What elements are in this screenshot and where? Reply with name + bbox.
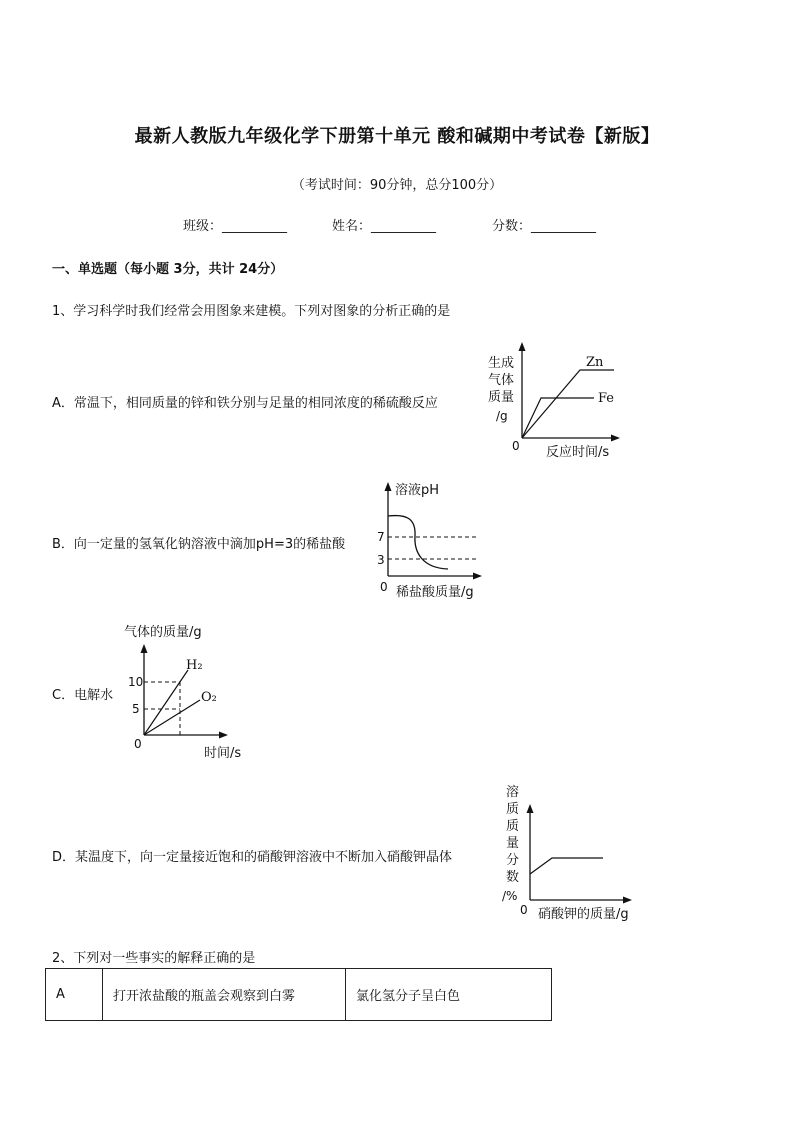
name-field[interactable]: 姓名：__________: [332, 219, 437, 234]
h2-line: [144, 670, 188, 735]
o2-label: O₂: [201, 690, 217, 705]
row-option: A: [46, 969, 103, 1021]
option-a-text: A．常温下，相同质量的锌和铁分别与足量的相同浓度的稀硫酸反应: [52, 396, 438, 411]
section-heading: 一、单选题（每小题 3分，共计 24分）: [52, 262, 284, 277]
zn-label: Zn: [586, 355, 604, 370]
graph-b: [370, 478, 490, 603]
option-c-text: C．电解水: [52, 688, 114, 703]
row-fact: 打开浓盐酸的瓶盖会观察到白雾: [103, 969, 346, 1021]
graph-a-ylabel-4: /g: [496, 409, 508, 423]
graph-d-ylabel-3: 质: [506, 819, 520, 834]
graph-d-ylabel-7: /%: [502, 889, 518, 903]
row-explanation: 氯化氢分子呈白色: [346, 969, 552, 1021]
graph-b-origin: 0: [380, 580, 388, 594]
graph-d-xlabel: 硝酸钾的质量/g: [538, 907, 629, 922]
graph-a-ylabel-3: 质量: [488, 390, 515, 405]
class-field[interactable]: 班级：__________: [183, 219, 288, 234]
page-title: 最新人教版九年级化学下册第十单元 酸和碱期中考试卷【新版】: [134, 126, 660, 147]
graph-a: [480, 340, 630, 462]
score-field[interactable]: 分数：__________: [492, 219, 597, 234]
graph-a-ylabel-1: 生成: [488, 356, 515, 371]
graph-a-origin: 0: [512, 439, 520, 453]
graph-d-ylabel-5: 分: [506, 853, 520, 868]
facts-table: [45, 968, 552, 1021]
ph-curve: [388, 516, 448, 569]
graph-b-tick-7: 7: [377, 530, 385, 544]
graph-d-ylabel-2: 质: [506, 802, 520, 817]
graph-c: [118, 620, 258, 765]
h2-label: H₂: [186, 658, 203, 673]
graph-d-ylabel-4: 量: [506, 836, 520, 851]
exam-subtitle: （考试时间：90分钟，总分100分）: [291, 178, 503, 193]
graph-d-ylabel-6: 数: [506, 870, 520, 885]
graph-a-xlabel: 反应时间/s: [546, 445, 610, 460]
graph-c-tick-10: 10: [128, 675, 144, 689]
option-d-text: D．某温度下，向一定量接近饱和的硝酸钾溶液中不断加入硝酸钾晶体: [52, 850, 453, 865]
fe-line: [522, 398, 594, 438]
graph-b-xlabel: 稀盐酸质量/g: [396, 585, 474, 600]
solubility-line: [530, 858, 603, 874]
graph-c-ylabel: 气体的质量/g: [124, 625, 202, 640]
graph-c-origin: 0: [134, 737, 142, 751]
graph-b-tick-3: 3: [377, 553, 385, 567]
question-2-stem: 2、下列对一些事实的解释正确的是: [52, 951, 256, 966]
table-row: [46, 969, 552, 1021]
graph-c-xlabel: 时间/s: [204, 746, 242, 761]
graph-d: [500, 780, 645, 925]
graph-d-origin: 0: [520, 903, 528, 917]
graph-b-ylabel: 溶液pH: [395, 483, 440, 498]
fe-label: Fe: [598, 391, 615, 406]
graph-a-ylabel-2: 气体: [488, 373, 515, 388]
o2-line: [144, 700, 200, 735]
question-1-stem: 1、学习科学时我们经常会用图象来建模。下列对图象的分析正确的是: [52, 304, 451, 319]
option-b-text: B．向一定量的氢氧化钠溶液中滴加pH=3的稀盐酸: [52, 537, 346, 552]
graph-c-tick-5: 5: [132, 702, 140, 716]
graph-d-ylabel-1: 溶: [506, 785, 520, 800]
